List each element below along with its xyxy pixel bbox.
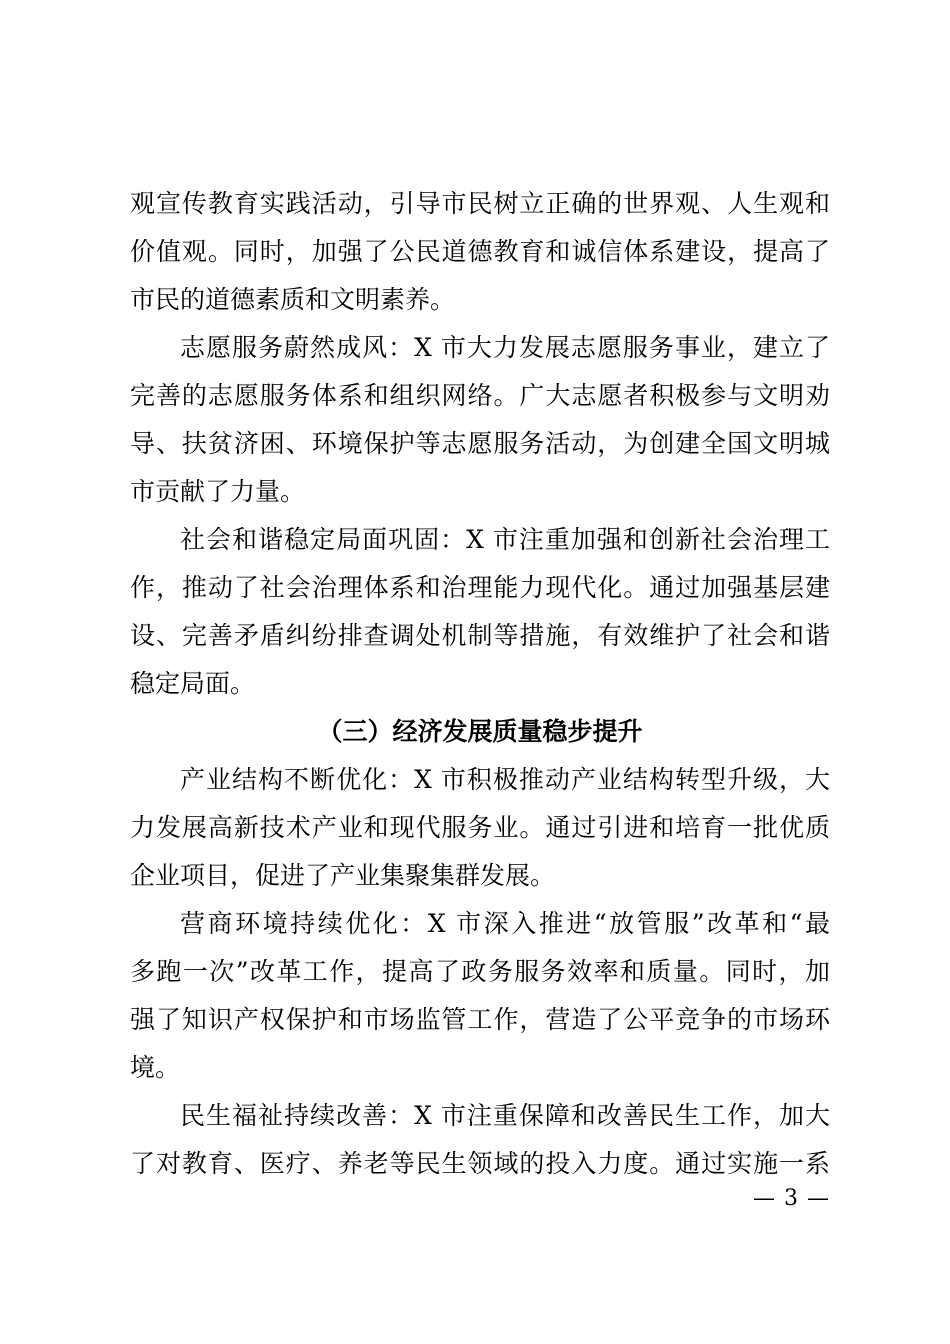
paragraph-social-stability bbox=[130, 516, 830, 708]
text-line: 导、扶贫济困、环境保护等志愿服务活动，为创建全国文明城 bbox=[130, 429, 830, 458]
text-line: 完善的志愿服务体系和组织网络。广大志愿者积极参与文明劝 bbox=[130, 381, 830, 410]
text-line: 志愿服务蔚然成风：X 市大力发展志愿服务事业，建立了 bbox=[180, 333, 830, 362]
paragraph-volunteer-service bbox=[130, 324, 830, 516]
paragraph-industry-structure bbox=[130, 756, 830, 900]
text-line: 力发展高新技术产业和现代服务业。通过引进和培育一批优质 bbox=[130, 813, 830, 842]
page-number: — 3 — bbox=[753, 1186, 830, 1211]
text-line: 企业项目，促进了产业集聚集群发展。 bbox=[130, 861, 556, 890]
text-line: 营商环境持续优化：X 市深入推进“放管服”改革和“最 bbox=[180, 909, 830, 938]
text-line: 社会和谐稳定局面巩固：X 市注重加强和创新社会治理工 bbox=[180, 525, 830, 554]
text-line: 稳定局面。 bbox=[130, 669, 256, 698]
text-line: 产业结构不断优化：X 市积极推动产业结构转型升级，大 bbox=[180, 765, 830, 794]
section-heading: （三）经济发展质量稳步提升 bbox=[317, 717, 643, 746]
text-line: 作，推动了社会治理体系和治理能力现代化。通过加强基层建 bbox=[130, 573, 830, 602]
text-line: 设、完善矛盾纠纷排查调处机制等措施，有效维护了社会和谐 bbox=[130, 621, 830, 650]
paragraph-livelihood bbox=[130, 1092, 830, 1188]
text-line: 观宣传教育实践活动，引导市民树立正确的世界观、人生观和 bbox=[130, 189, 830, 218]
text-line: 了对教育、医疗、养老等民生领域的投入力度。通过实施一系 bbox=[130, 1149, 830, 1178]
text-line: 强了知识产权保护和市场监管工作，营造了公平竞争的市场环 bbox=[130, 1005, 830, 1034]
text-line: 价值观。同时，加强了公民道德教育和诚信体系建设，提高了 bbox=[130, 237, 830, 266]
text-line: 市贡献了力量。 bbox=[130, 477, 306, 506]
paragraph-civic-values bbox=[130, 180, 830, 324]
text-line: 境。 bbox=[130, 1053, 181, 1082]
text-line: 市民的道德素质和文明素养。 bbox=[130, 285, 456, 314]
text-line: 多跑一次”改革工作，提高了政务服务效率和质量。同时，加 bbox=[130, 957, 830, 986]
document-body bbox=[130, 180, 830, 1188]
text-line: 民生福祉持续改善：X 市注重保障和改善民生工作，加大 bbox=[180, 1101, 830, 1130]
paragraph-business-environment bbox=[130, 900, 830, 1092]
